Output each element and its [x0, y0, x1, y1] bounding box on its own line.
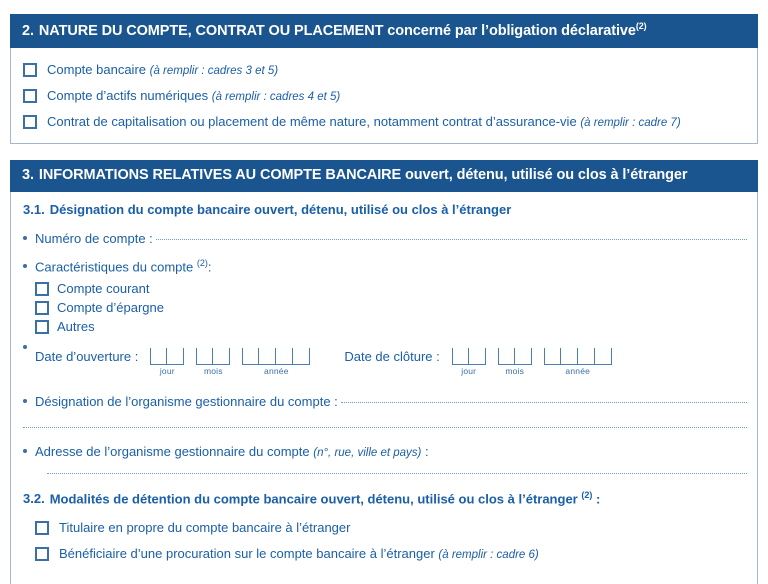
bullet-icon — [23, 345, 27, 349]
comb-caption: année — [565, 366, 591, 376]
comb-cell[interactable] — [167, 348, 184, 364]
comb-caption: jour — [461, 366, 477, 376]
option-text: Compte bancaire — [47, 61, 146, 77]
date-cloture-jour[interactable] — [452, 348, 486, 376]
comb-cell[interactable] — [213, 348, 230, 364]
option-text: Bénéficiaire d’une procuration sur le compte bancaire à l’étranger — [59, 546, 435, 562]
date-ouverture-mois[interactable] — [196, 348, 230, 376]
option-note: (à remplir : cadre 7) — [580, 116, 681, 129]
comb-boxes[interactable] — [452, 348, 486, 365]
subsection-3-1-title: Désignation du compte bancaire ouvert, détenu, utilisé ou clos à l’étranger — [49, 201, 512, 217]
caracteristiques-options — [35, 281, 747, 334]
option-autres[interactable] — [35, 319, 747, 334]
option-compte-courant[interactable] — [35, 281, 747, 296]
adresse-text: Adresse de l’organisme gestionnaire du compte — [35, 444, 310, 459]
comb-boxes[interactable] — [498, 348, 532, 365]
date-ouverture-label: Date d’ouverture : — [35, 349, 139, 364]
checkbox-icon[interactable] — [23, 89, 37, 103]
comb-caption: mois — [505, 366, 525, 376]
option-text: Titulaire en propre du compte bancaire à l’étranger — [59, 520, 351, 536]
comb-cell[interactable] — [276, 348, 293, 364]
spacer — [23, 246, 747, 258]
section-2-number: 2. — [22, 22, 34, 39]
comb-cell[interactable] — [595, 348, 612, 364]
section-2-title: NATURE DU COMPTE, CONTRAT OU PLACEMENT concerné par l’obligation déclarative — [38, 22, 636, 39]
field-label — [35, 258, 212, 274]
comb-caption: mois — [203, 366, 223, 376]
comb-cell[interactable] — [452, 348, 469, 364]
option-beneficiaire-procuration[interactable] — [35, 546, 747, 563]
section-3-title: INFORMATIONS RELATIVES AU COMPTE BANCAIRE ouvert, détenu, utilisé ou clos à l’étranger — [38, 167, 688, 183]
field-dates-row — [23, 348, 747, 376]
modalites-options — [35, 520, 747, 563]
option-label — [47, 62, 278, 79]
option-label — [59, 520, 350, 537]
adresse-colon: : — [425, 444, 429, 459]
subsection-3-2-colon: : — [595, 491, 601, 507]
comb-boxes[interactable] — [150, 348, 184, 365]
field-caracteristiques-label-row — [23, 258, 747, 274]
comb-cell[interactable] — [150, 348, 167, 364]
section-3-header — [10, 160, 758, 192]
bullet-icon — [23, 264, 27, 268]
option-note: (à remplir : cadre 6) — [438, 549, 539, 562]
adresse-note: (n°, rue, ville et pays) — [313, 447, 422, 459]
option-label — [47, 88, 340, 105]
option-label — [47, 114, 681, 131]
comb-cell[interactable] — [498, 348, 515, 364]
section-3 — [10, 160, 758, 584]
checkbox-icon[interactable] — [35, 282, 49, 296]
comb-boxes[interactable] — [544, 348, 612, 365]
caracteristiques-colon: : — [207, 259, 212, 274]
checkbox-icon[interactable] — [35, 301, 49, 315]
option-compte-actifs-numeriques[interactable] — [23, 88, 747, 105]
caracteristiques-text: Caractéristiques du compte — [35, 259, 194, 274]
date-cloture-annee[interactable] — [544, 348, 612, 376]
section-3-number: 3. — [22, 167, 34, 183]
subsection-3-1-number: 3.1. — [23, 201, 45, 217]
comb-cell[interactable] — [196, 348, 213, 364]
designation-organisme-input[interactable] — [341, 402, 747, 403]
field-label: Numéro de compte : — [35, 230, 153, 246]
comb-cell[interactable] — [578, 348, 595, 364]
comb-cell[interactable] — [242, 348, 259, 364]
comb-cell[interactable] — [293, 348, 310, 364]
option-label — [59, 546, 539, 563]
field-designation-organisme[interactable] — [23, 394, 747, 409]
field-adresse-organisme — [23, 444, 747, 459]
date-cloture-group — [344, 348, 611, 376]
comb-caption: jour — [159, 366, 175, 376]
bullet-icon — [23, 399, 27, 403]
checkbox-icon[interactable] — [23, 115, 37, 129]
subsection-3-2-number: 3.2. — [23, 491, 45, 507]
comb-cell[interactable] — [515, 348, 532, 364]
comb-cell[interactable] — [469, 348, 486, 364]
section-2-header — [10, 14, 758, 48]
subsection-3-2-header — [23, 490, 747, 506]
option-note: (à remplir : cadres 4 et 5) — [211, 90, 341, 103]
option-label: Compte courant — [57, 281, 150, 296]
comb-cell[interactable] — [544, 348, 561, 364]
option-label: Compte d’épargne — [57, 300, 164, 315]
checkbox-icon[interactable] — [35, 521, 49, 535]
section-2-title-superscript: (2) — [635, 21, 647, 31]
date-ouverture-group — [35, 348, 310, 376]
field-numero-de-compte[interactable] — [23, 231, 747, 246]
option-note: (à remplir : cadres 3 et 5) — [149, 64, 279, 77]
section-2 — [10, 14, 758, 144]
option-contrat-capitalisation[interactable] — [23, 114, 747, 131]
bullet-icon — [23, 236, 27, 240]
subsection-3-2-title: Modalités de détention du compte bancaire ouvert, détenu, utilisé ou clos à l’étranger — [49, 491, 578, 507]
option-compte-bancaire[interactable] — [23, 62, 747, 79]
date-ouverture-annee[interactable] — [242, 348, 310, 376]
option-text: Compte d’actifs numériques — [47, 87, 209, 103]
subsection-3-1-header — [23, 202, 747, 217]
option-text: Contrat de capitalisation ou placement de même nature, notamment contrat d’assurance-vie — [47, 113, 577, 129]
option-label: Autres — [57, 319, 95, 334]
checkbox-icon[interactable] — [35, 547, 49, 561]
comb-boxes[interactable] — [196, 348, 230, 365]
field-label: Désignation de l’organisme gestionnaire du compte : — [35, 394, 338, 409]
comb-cell[interactable] — [259, 348, 276, 364]
numero-de-compte-input[interactable] — [156, 239, 747, 240]
date-cloture-mois[interactable] — [498, 348, 532, 376]
comb-cell[interactable] — [561, 348, 578, 364]
option-compte-epargne[interactable] — [35, 300, 747, 315]
checkbox-icon[interactable] — [23, 63, 37, 77]
comb-boxes[interactable] — [242, 348, 310, 365]
caracteristiques-superscript: (2) — [196, 257, 208, 268]
section-2-body — [10, 48, 758, 144]
bullet-icon — [23, 449, 27, 453]
checkbox-icon[interactable] — [35, 320, 49, 334]
date-ouverture-jour[interactable] — [150, 348, 184, 376]
option-titulaire-en-propre[interactable] — [35, 520, 747, 537]
date-cloture-label: Date de clôture : — [344, 349, 440, 364]
subsection-3-2-superscript: (2) — [581, 490, 593, 500]
comb-caption: année — [264, 366, 289, 376]
section-3-body — [10, 192, 758, 584]
field-label — [35, 444, 429, 459]
